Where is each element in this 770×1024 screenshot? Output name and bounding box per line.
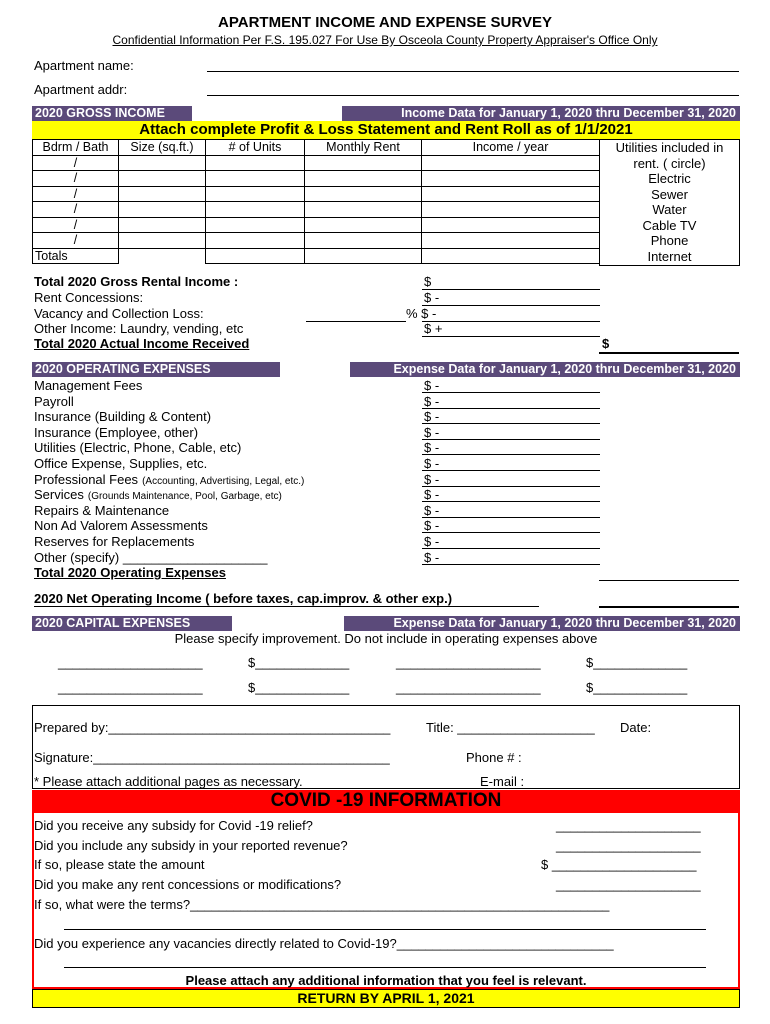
expense-label	[34, 503, 169, 518]
covid-q5-field[interactable]: If so, what were the terms?__________________________________________________________	[34, 897, 610, 912]
operating-total-field[interactable]	[599, 580, 739, 581]
income-cell[interactable]	[422, 233, 600, 249]
vacancy-label: Vacancy and Collection Loss:	[34, 306, 204, 321]
attach-pl-notice: Attach complete Profit & Loss Statement and Rent Roll as of 1/1/2021	[32, 121, 740, 139]
expense-dollar: $ -	[424, 456, 440, 471]
expense-amount-field[interactable]	[422, 564, 600, 565]
rent-cell[interactable]	[305, 186, 422, 202]
expense-amount-field[interactable]	[422, 470, 600, 471]
expense-dollar: $ -	[424, 424, 440, 440]
covid-a2-field[interactable]: ____________________	[556, 838, 701, 853]
page-subtitle: Confidential Information Per F.S. 195.027 For Use By Osceola County Property Appraiser's Office Only	[112, 33, 658, 47]
expense-amount-field[interactable]	[422, 486, 600, 487]
expense-dollar: $ -	[424, 440, 440, 456]
capital-item-field[interactable]: ____________________	[396, 680, 541, 695]
capital-expenses-bar	[32, 616, 740, 631]
expense-amount-field[interactable]	[422, 501, 600, 502]
size-cell[interactable]	[119, 233, 206, 249]
capital-item-field[interactable]: ____________________	[58, 680, 203, 695]
total-gross-dollar: $	[424, 274, 432, 289]
expense-dollar: $ -	[424, 409, 440, 425]
covid-q1: Did you receive any subsidy for Covid -19 relief?	[34, 818, 313, 833]
expense-amount-field[interactable]	[422, 532, 600, 533]
apartment-addr-field[interactable]	[207, 95, 739, 96]
totals-income-cell[interactable]	[422, 248, 600, 264]
utilities-subtitle: rent. ( circle)	[633, 155, 706, 171]
totals-units-cell[interactable]	[206, 248, 305, 264]
vacancy-dollar: % $ -	[406, 306, 437, 321]
bdrm-cell[interactable]: /	[33, 202, 119, 218]
capital-item-field[interactable]: ____________________	[396, 655, 541, 670]
vacancy-field[interactable]	[422, 321, 600, 322]
covid-amount-field[interactable]: $ ____________________	[541, 857, 697, 872]
expense-dollar: $ -	[424, 534, 440, 549]
table-row[interactable]	[33, 233, 600, 249]
size-cell[interactable]	[119, 155, 206, 171]
page-title: APARTMENT INCOME AND EXPENSE SURVEY	[218, 14, 552, 31]
expense-dollar: $ -	[424, 549, 440, 565]
capital-amount-field[interactable]: $_____________	[248, 680, 350, 695]
expense-note: (Grounds Maintenance, Pool, Garbage, etc)	[87, 491, 282, 503]
units-cell[interactable]	[206, 155, 305, 171]
expense-label	[34, 394, 74, 409]
operating-expenses-bar	[32, 362, 740, 377]
expense-label-text: Insurance (Employee, other)	[34, 424, 199, 440]
bdrm-cell[interactable]: /	[33, 171, 119, 187]
expense-label	[34, 550, 267, 565]
unit-mix-table	[32, 139, 600, 264]
actual-income-dollar: $	[602, 336, 610, 351]
size-cell[interactable]	[119, 202, 206, 218]
col-income-year: Income / year	[422, 140, 600, 156]
table-row[interactable]	[33, 217, 600, 233]
expense-label	[34, 409, 211, 424]
vacancy-percent-field[interactable]	[306, 321, 406, 322]
total-gross-label: Total 2020 Gross Rental Income :	[34, 274, 239, 289]
expense-amount-field[interactable]	[422, 454, 600, 455]
capital-heading: 2020 CAPITAL EXPENSES	[35, 616, 191, 630]
col-size: Size (sq.ft.)	[119, 140, 206, 156]
covid-attach-note: Please attach any additional information that you feel is relevant.	[185, 973, 587, 988]
covid-a1-field[interactable]: ____________________	[556, 818, 701, 833]
other-income-field[interactable]	[422, 336, 600, 337]
rent-cell[interactable]	[305, 171, 422, 187]
expense-label-text: Other (specify) ____________________	[34, 549, 268, 565]
utilities-title: Utilities included in	[615, 140, 724, 155]
concessions-label: Rent Concessions:	[34, 290, 144, 305]
operating-total-label: Total 2020 Operating Expenses	[34, 565, 226, 580]
rent-cell[interactable]	[305, 202, 422, 218]
utility-phone[interactable]: Phone	[650, 233, 689, 248]
table-row[interactable]	[33, 202, 600, 218]
net-operating-income-field[interactable]	[599, 606, 739, 608]
expense-label-text: Reserves for Replacements	[34, 534, 195, 549]
totals-label: Totals	[33, 248, 119, 264]
units-cell[interactable]	[206, 217, 305, 233]
covid-heading: COVID -19 INFORMATION	[32, 790, 740, 811]
expense-amount-field[interactable]	[422, 548, 600, 549]
totals-row[interactable]	[33, 248, 600, 264]
table-header-row	[33, 140, 600, 156]
other-income-dollar: $ +	[424, 321, 443, 336]
covid-a4-field[interactable]: ____________________	[556, 877, 701, 892]
utility-cable-tv[interactable]: Cable TV	[642, 217, 697, 233]
total-gross-field[interactable]	[422, 289, 600, 290]
covid-q3: If so, please state the amount	[34, 857, 205, 872]
expense-label	[34, 472, 304, 487]
covid-vacancy-line[interactable]	[64, 967, 706, 968]
date-label[interactable]: Date:	[620, 720, 652, 735]
utilities-box	[599, 139, 740, 266]
units-cell[interactable]	[206, 202, 305, 218]
rent-cell[interactable]	[305, 155, 422, 171]
expense-label	[34, 518, 208, 533]
phone-label[interactable]: Phone # :	[466, 750, 522, 765]
col-bdrm-bath: Bdrm / Bath	[33, 140, 119, 156]
utility-internet[interactable]: Internet	[647, 248, 692, 264]
income-cell[interactable]	[422, 202, 600, 218]
expense-dollar: $ -	[424, 471, 440, 487]
gross-income-bar	[32, 106, 740, 121]
expense-label-text: Management Fees	[34, 378, 143, 393]
actual-income-label: Total 2020 Actual Income Received	[34, 336, 250, 351]
rent-cell[interactable]	[305, 217, 422, 233]
bdrm-cell[interactable]: /	[33, 217, 119, 233]
capital-amount-field[interactable]: $_____________	[248, 655, 350, 670]
capital-amount-field[interactable]: $_____________	[586, 680, 688, 695]
expense-dollar: $ -	[424, 518, 440, 534]
expense-amount-field[interactable]	[422, 517, 600, 518]
utility-electric[interactable]: Electric	[648, 171, 691, 186]
operating-heading: 2020 OPERATING EXPENSES	[35, 362, 211, 376]
gross-income-heading: 2020 GROSS INCOME	[35, 106, 165, 120]
units-cell[interactable]	[206, 233, 305, 249]
bdrm-cell[interactable]: /	[33, 233, 119, 249]
signature-field[interactable]: Signature:_________________________________________	[34, 750, 390, 765]
income-cell[interactable]	[422, 171, 600, 187]
income-cell[interactable]	[422, 155, 600, 171]
expense-label-text: Services	[34, 487, 84, 503]
totals-rent-cell[interactable]	[305, 248, 422, 264]
apartment-name-label: Apartment name:	[34, 58, 134, 73]
expense-label-text: Professional Fees	[34, 471, 139, 487]
income-cell[interactable]	[422, 217, 600, 233]
concessions-field[interactable]	[422, 305, 600, 306]
expense-label-text: Non Ad Valorem Assessments	[34, 518, 208, 534]
other-income-label: Other Income: Laundry, vending, etc	[34, 321, 244, 336]
expense-dollar: $ -	[424, 378, 440, 393]
expense-label	[34, 534, 194, 549]
expense-dollar: $ -	[424, 502, 440, 518]
expense-amount-field[interactable]	[422, 408, 600, 409]
totals-size-cell	[119, 248, 206, 264]
bdrm-cell[interactable]: /	[33, 155, 119, 171]
expense-label	[34, 425, 198, 440]
expense-label-text: Office Expense, Supplies, etc.	[34, 456, 208, 471]
income-cell[interactable]	[422, 186, 600, 202]
apartment-addr-label: Apartment addr:	[34, 82, 128, 97]
expense-label-text: Insurance (Building & Content)	[34, 409, 212, 425]
expense-dollar: $ -	[424, 393, 440, 409]
bdrm-cell[interactable]: /	[33, 186, 119, 202]
expense-note: (Accounting, Advertising, Legal, etc.)	[142, 475, 305, 487]
title-field[interactable]: Title: ___________________	[426, 720, 595, 735]
gross-income-period: Income Data for January 1, 2020 thru December 31, 2020	[401, 106, 736, 120]
expense-amount-field[interactable]	[422, 423, 600, 424]
covid-q2: Did you include any subsidy in your reported revenue?	[34, 838, 348, 853]
capital-amount-field[interactable]: $_____________	[586, 655, 688, 670]
concessions-dollar: $ -	[424, 290, 440, 305]
size-cell[interactable]	[119, 217, 206, 233]
expense-amount-field[interactable]	[422, 392, 600, 393]
col-units: # of Units	[206, 140, 305, 156]
expense-label	[34, 378, 142, 393]
table-row[interactable]	[33, 186, 600, 202]
prepared-by-field[interactable]: Prepared by:_______________________________________	[34, 720, 391, 735]
actual-income-field[interactable]	[599, 352, 739, 354]
expense-dollar: $ -	[424, 487, 440, 503]
operating-period: Expense Data for January 1, 2020 thru December 31, 2020	[393, 362, 736, 376]
expense-label	[34, 456, 207, 471]
covid-terms-line[interactable]	[64, 929, 706, 930]
units-cell[interactable]	[206, 171, 305, 187]
capital-item-field[interactable]: ____________________	[58, 655, 203, 670]
expense-amount-field[interactable]	[422, 439, 600, 440]
col-monthly-rent: Monthly Rent	[305, 140, 422, 156]
covid-q6-field[interactable]: Did you experience any vacancies directly related to Covid-19?______________________________	[34, 936, 614, 951]
net-income-underline	[34, 606, 539, 607]
capital-instruction: Please specify improvement. Do not include in operating expenses above	[174, 631, 598, 646]
expense-label	[34, 487, 282, 502]
covid-q4: Did you make any rent concessions or modifications?	[34, 877, 342, 892]
rent-cell[interactable]	[305, 233, 422, 249]
size-cell[interactable]	[119, 171, 206, 187]
apartment-name-field[interactable]	[207, 71, 739, 72]
return-deadline: RETURN BY APRIL 1, 2021	[32, 989, 740, 1008]
expense-label-text: Repairs & Maintenance	[34, 502, 170, 518]
size-cell[interactable]	[119, 186, 206, 202]
expense-label-text: Payroll	[34, 393, 74, 409]
units-cell[interactable]	[206, 186, 305, 202]
attach-pages-note: * Please attach additional pages as necessary.	[34, 774, 303, 789]
table-row[interactable]	[33, 171, 600, 187]
expense-label-text: Utilities (Electric, Phone, Cable, etc)	[34, 440, 242, 456]
utility-sewer[interactable]: Sewer	[651, 186, 688, 202]
table-row[interactable]	[33, 155, 600, 171]
expense-label	[34, 440, 241, 455]
capital-period: Expense Data for January 1, 2020 thru December 31, 2020	[393, 616, 736, 630]
net-operating-income-label: 2020 Net Operating Income ( before taxes, cap.improv. & other exp.)	[34, 591, 453, 606]
email-label[interactable]: E-mail :	[480, 774, 525, 789]
utility-water[interactable]: Water	[652, 202, 687, 217]
